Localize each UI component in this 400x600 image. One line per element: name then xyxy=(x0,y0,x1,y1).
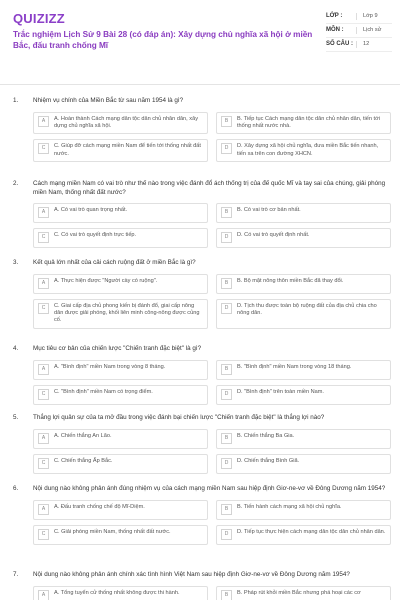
option-text: C. Có vai trò quyết định trực tiếp. xyxy=(54,232,137,238)
option-letter-box: C xyxy=(38,458,49,469)
option-text: C. Giúp đỡ cách mạng miền Nam để tiến tới thống nhất đất nước. xyxy=(54,143,201,157)
options-grid xyxy=(33,360,391,405)
question-6 xyxy=(13,485,391,545)
option-letter-box: C xyxy=(38,303,49,314)
option-letter-box: D xyxy=(221,389,232,400)
options-grid xyxy=(33,203,391,248)
question-number: 7. xyxy=(13,571,19,578)
question-number: 3. xyxy=(13,259,19,266)
question-7 xyxy=(13,571,391,600)
option-d[interactable] xyxy=(216,525,391,545)
option-text: A. Chiến thắng An Lão. xyxy=(54,432,112,439)
question-5 xyxy=(13,414,391,474)
option-letter-box: C xyxy=(38,232,49,243)
question-text: Thắng lợi quân sự của ta mở đầu trong việc đánh bại chiến lược "Chiến tranh đặc biệt" là thắng lợi nào? xyxy=(33,414,325,421)
question-text: Kết quả lớn nhất của cải cách ruộng đất ở miền Bắc là gì? xyxy=(33,259,196,266)
option-a[interactable] xyxy=(33,203,208,223)
question-text: Nội dung nào không phản ánh chính xác tình hình Việt Nam sau hiệp định Giơ-ne-vơ về Đông Dương năm 1954? xyxy=(33,571,350,578)
option-letter-box: D xyxy=(221,529,232,540)
option-b[interactable] xyxy=(216,429,391,449)
meta-value: 12 xyxy=(356,41,392,48)
option-text: D. Tiếp tục thực hiện cách mạng dân tộc dân chủ nhân dân. xyxy=(237,528,386,535)
question-number: 6. xyxy=(13,485,19,492)
question-number: 4. xyxy=(13,345,19,352)
worksheet-header xyxy=(0,0,400,85)
option-letter-box: B xyxy=(221,364,232,375)
options-grid xyxy=(33,429,391,474)
question-text: Cách mạng miền Nam có vai trò như thế nào trong việc đánh đổ ách thống trị của đế quốc Mĩ và tay sai của chúng, giải phóng miền Nam, thống nhất đất nước? xyxy=(33,180,386,196)
option-b[interactable] xyxy=(216,112,391,135)
quizizz-logo: QUIZIZZ xyxy=(13,11,65,26)
option-letter-box: B xyxy=(221,433,232,444)
option-b[interactable] xyxy=(216,500,391,520)
option-d[interactable] xyxy=(216,454,391,474)
option-letter-box: B xyxy=(221,116,232,127)
option-letter-box: C xyxy=(38,389,49,400)
worksheet-title: Trắc nghiệm Lịch Sử 9 Bài 28 (có đáp án): Xây dựng chủ nghĩa xã hội ở miền Bắc, đấu tranh chống Mĩ xyxy=(13,30,313,50)
question-4 xyxy=(13,345,391,405)
option-letter-box: A xyxy=(38,116,49,127)
option-letter-box: A xyxy=(38,504,49,515)
option-text: B. Có vai trò cơ bản nhất. xyxy=(237,207,301,213)
option-a[interactable] xyxy=(33,274,208,294)
option-c[interactable] xyxy=(33,525,208,545)
option-letter-box: A xyxy=(38,278,49,289)
option-letter-box: D xyxy=(221,143,232,154)
question-number: 5. xyxy=(13,414,19,421)
question-3 xyxy=(13,259,391,329)
option-letter-box: A xyxy=(38,364,49,375)
option-d[interactable] xyxy=(216,385,391,405)
options-grid xyxy=(33,112,391,163)
option-letter-box: B xyxy=(221,504,232,515)
option-text: A. "Bình định" miền Nam trong vòng 8 tháng. xyxy=(54,363,166,370)
option-text: C. Chiến thắng Ấp Bắc. xyxy=(54,457,113,464)
option-text: A. Tổng tuyển cử thống nhất không được thi hành. xyxy=(54,589,180,596)
question-number: 1. xyxy=(13,97,19,104)
worksheet-meta xyxy=(326,10,392,52)
option-b[interactable] xyxy=(216,360,391,380)
option-letter-box: A xyxy=(38,207,49,218)
option-text: B. Pháp rút khỏi miền Bắc nhưng phá hoại các cơ xyxy=(237,589,361,596)
option-text: A. Có vai trò quan trọng nhất. xyxy=(54,207,128,213)
option-text: C. "Bình định" miền Nam có trọng điểm. xyxy=(54,388,153,395)
options-grid xyxy=(33,586,391,600)
meta-grade xyxy=(326,10,392,24)
option-letter-box: B xyxy=(221,207,232,218)
option-b[interactable] xyxy=(216,586,391,600)
option-d[interactable] xyxy=(216,139,391,162)
option-d[interactable] xyxy=(216,228,391,248)
option-text: D. Có vai trò quyết định nhất. xyxy=(237,232,310,238)
meta-label: LỚP : xyxy=(326,13,343,19)
meta-value: Lớp 9 xyxy=(356,13,392,20)
option-c[interactable] xyxy=(33,139,208,162)
option-a[interactable] xyxy=(33,500,208,520)
option-letter-box: A xyxy=(38,433,49,444)
option-text: B. Tiến hành cách mạng xã hội chủ nghĩa. xyxy=(237,503,342,510)
option-text: D. Xây dựng xã hội chủ nghĩa, đưa miền Bắc tiến nhanh, tiến xa trên con đường XHCN. xyxy=(237,143,379,157)
option-text: D. "Bình định" trên toàn miền Nam. xyxy=(237,388,324,395)
options-grid xyxy=(33,500,391,545)
option-text: A. Đấu tranh chống chế độ Mĩ-Diệm. xyxy=(54,503,145,510)
meta-label: MÔN : xyxy=(326,27,344,33)
option-text: C. Giải phóng miền Nam, thống nhất đất nước. xyxy=(54,528,171,535)
option-text: D. Tịch thu được toàn bộ ruộng đất của địa chủ chia cho nông dân. xyxy=(237,302,377,316)
option-c[interactable] xyxy=(33,385,208,405)
question-text: Mục tiêu cơ bản của chiến lược "Chiến tranh đặc biệt" là gì? xyxy=(33,345,202,352)
option-a[interactable] xyxy=(33,360,208,380)
option-a[interactable] xyxy=(33,586,208,600)
option-text: A. Thực hiện được "Người cày có ruộng". xyxy=(54,277,158,284)
question-number: 2. xyxy=(13,180,19,187)
option-c[interactable] xyxy=(33,454,208,474)
option-b[interactable] xyxy=(216,274,391,294)
option-letter-box: D xyxy=(221,232,232,243)
option-text: B. "Bình định" miền Nam trong vòng 18 tháng. xyxy=(237,363,352,370)
option-text: A. Hoàn thành Cách mạng dân tộc dân chủ nhân dân, xây dựng chủ nghĩa xã hội. xyxy=(54,115,198,129)
options-grid xyxy=(33,274,391,329)
option-letter-box: A xyxy=(38,590,49,600)
meta-question-count xyxy=(326,38,392,52)
option-letter-box: B xyxy=(221,278,232,289)
meta-value: Lịch sử xyxy=(356,27,392,34)
option-letter-box: B xyxy=(221,590,232,600)
option-text: B. Tiếp tục Cách mạng dân tộc dân chủ nhân dân, tiến tới thống nhất nước nhà. xyxy=(237,115,380,129)
question-text: Nội dung nào không phản ánh đúng nhiệm vụ của cách mạng miền Nam sau hiệp định Giơ-ne-vơ về Đông Dương năm 1954? xyxy=(33,485,386,492)
question-1 xyxy=(13,97,391,162)
option-d[interactable] xyxy=(216,299,391,329)
question-text: Nhiệm vụ chính của Miền Bắc từ sau năm 1954 là gì? xyxy=(33,97,184,104)
option-text: B. Chiến thắng Ba Gia. xyxy=(237,432,295,439)
meta-subject xyxy=(326,24,392,38)
option-letter-box: C xyxy=(38,529,49,540)
option-b[interactable] xyxy=(216,203,391,223)
option-a[interactable] xyxy=(33,112,208,135)
option-c[interactable] xyxy=(33,299,208,329)
question-2 xyxy=(13,180,391,248)
option-letter-box: D xyxy=(221,458,232,469)
option-c[interactable] xyxy=(33,228,208,248)
option-text: D. Chiến thắng Bình Giã. xyxy=(237,457,300,464)
option-letter-box: D xyxy=(221,303,232,314)
option-letter-box: C xyxy=(38,143,49,154)
option-text: B. Bộ mặt nông thôn miền Bắc đã thay đổi. xyxy=(237,277,344,284)
option-a[interactable] xyxy=(33,429,208,449)
meta-label: SỐ CÂU : xyxy=(326,41,353,47)
option-text: C. Giai cấp địa chủ phong kiến bị đánh đổ, giai cấp nông dân được giải phóng, khối liên minh công-nông được củng cố. xyxy=(54,302,200,324)
